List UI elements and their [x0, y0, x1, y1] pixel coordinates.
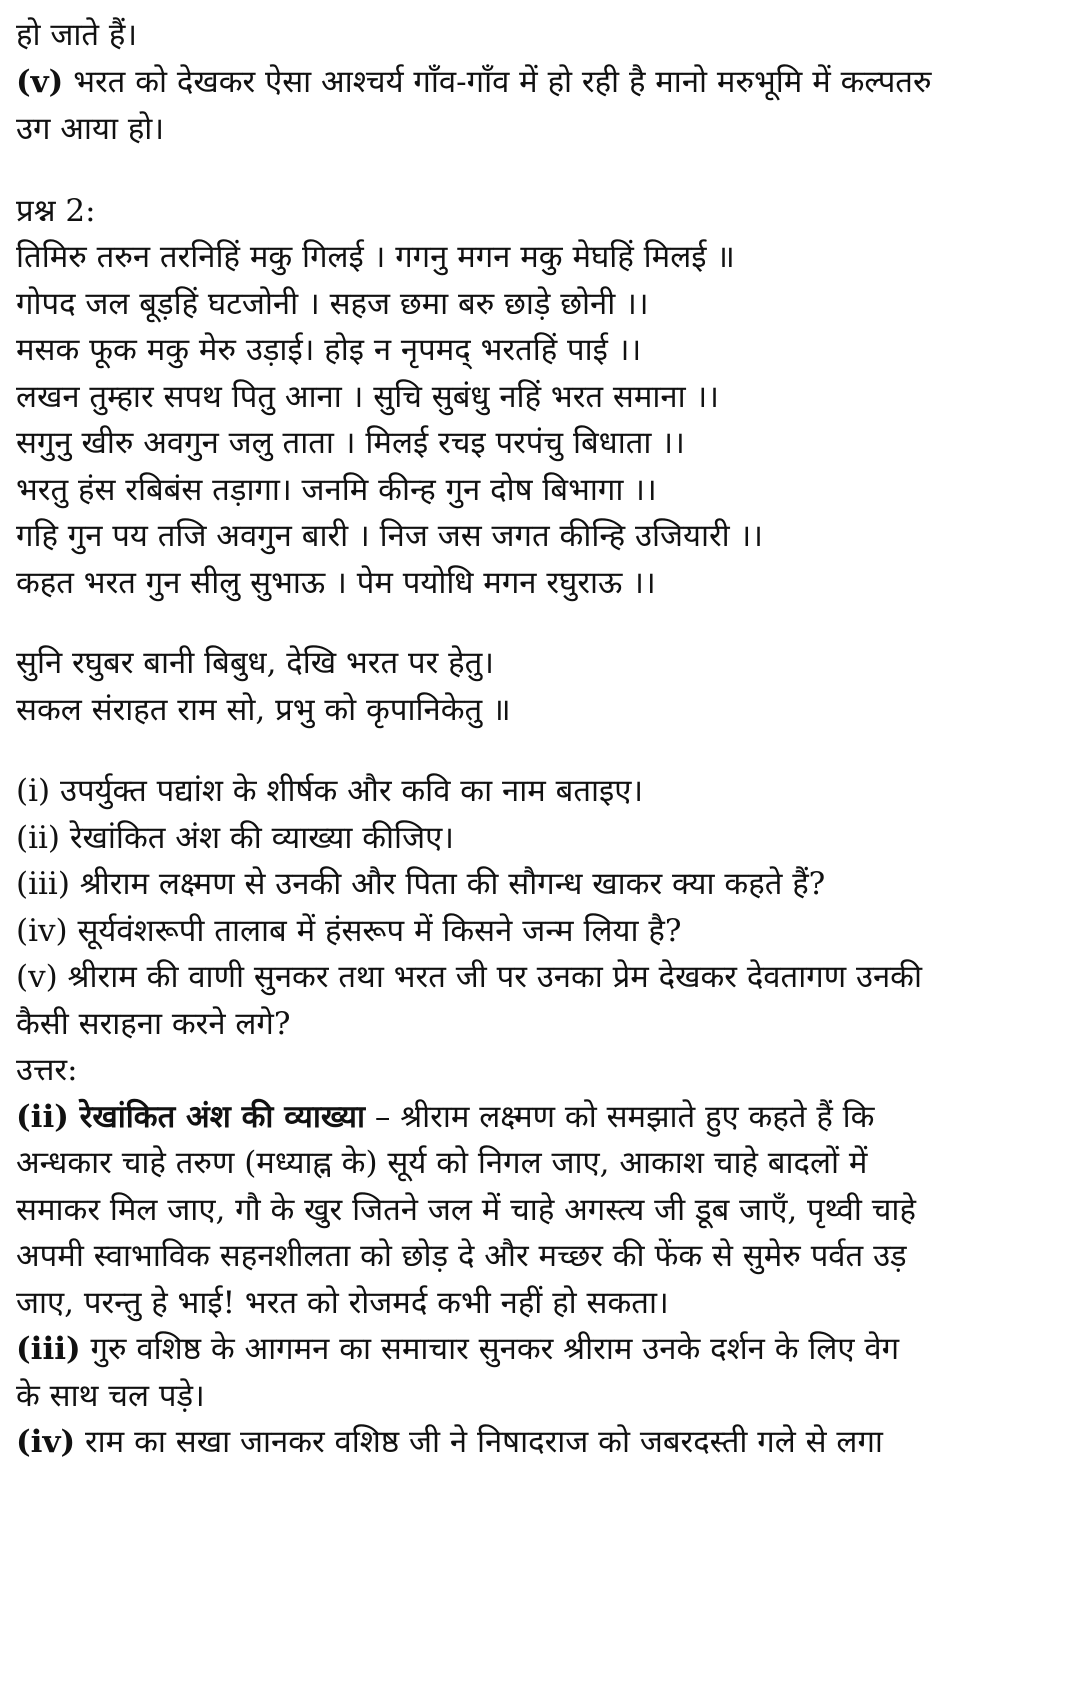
- verse-line: गहि गुन पय तजि अवगुन बारी । निज जस जगत कीन्हि उजियारी ।।: [16, 518, 764, 554]
- answer-ii-cont: जाए, परन्तु हे भाई! भरत को रोजमर्द कभी नहीं हो सकता।: [16, 1285, 669, 1321]
- doha-line: सुनि रघुबर बानी बिबुध, देखि भरत पर हेतु।: [16, 645, 495, 681]
- verse-line: कहत भरत गुन सीलु सुभाऊ । पेम पयोधि मगन रघुराऊ ।।: [16, 565, 656, 601]
- answer-text: भरत को देखकर ऐसा आश्चर्य गाँव-गाँव में हो रही है मानो मरुभूमि में कल्पतरु: [63, 64, 932, 100]
- verse-line: भरतु हंस रबिबंस तड़ागा। जनमि कीन्ह गुन दोष बिभागा ।।: [16, 472, 657, 508]
- answer-ii: [16, 1094, 1068, 1140]
- prev-answer-v: [16, 59, 1068, 105]
- answer-ii-cont: अपमी स्वाभाविक सहनशीलता को छोड़ दे और मच्छर की फेंक से सुमेरु पर्वत उड़: [16, 1238, 907, 1274]
- answer-text: राम का सखा जानकर वशिष्ठ जी ने निषादराज को जबरदस्ती गले से लगा: [75, 1424, 883, 1460]
- verse-line: सगुनु खीरु अवगुन जलु ताता । मिलई रचइ परपंचु बिधाता ।।: [16, 425, 685, 461]
- subquestion: (iv) सूर्यवंशरूपी तालाब में हंसरूप में किसने जन्म लिया है?: [16, 913, 682, 949]
- subquestion: (iii) श्रीराम लक्ष्मण से उनकी और पिता की सौगन्ध खाकर क्या कहते हैं?: [16, 866, 826, 902]
- answer-label-ii: (ii) रेखांकित अंश की व्याख्या: [16, 1099, 365, 1135]
- verse-line: लखन तुम्हार सपथ पितु आना । सुचि सुबंधु नहिं भरत समाना ।।: [16, 379, 720, 415]
- answer-ii-cont: अन्धकार चाहे तरुण (मध्याह्न के) सूर्य को निगल जाए, आकाश चाहे बादलों में: [16, 1145, 868, 1181]
- question-heading: प्रश्न 2:: [16, 193, 96, 229]
- verse-line: तिमिरु तरुन तरनिहिं मकु गिलई । गगनु मगन मकु मेघहिं मिलई ॥: [16, 239, 735, 275]
- answer-label-v: (v): [16, 64, 64, 100]
- prev-answer-tail: हो जाते हैं।: [16, 17, 138, 53]
- verse-line: गोपद जल बूड़हिं घटजोनी । सहज छमा बरु छाड़े छोनी ।।: [16, 286, 649, 322]
- answer-heading: उत्तर:: [16, 1052, 78, 1088]
- prev-answer-v-cont: उग आया हो।: [16, 111, 165, 147]
- answer-ii-cont: समाकर मिल जाए, गौ के खुर जितने जल में चाहे अगस्त्य जी डूब जाएँ, पृथ्वी चाहे: [16, 1192, 916, 1228]
- answer-iv: [16, 1419, 1068, 1465]
- answer-label-iv: (iv): [16, 1424, 76, 1460]
- subquestion: (i) उपर्युक्त पद्यांश के शीर्षक और कवि का नाम बताइए।: [16, 773, 644, 809]
- verse-line: मसक फूक मकु मेरु उड़ाई। होइ न नृपमद् भरतहिं पाई ।।: [16, 332, 642, 368]
- answer-iii: [16, 1326, 1068, 1372]
- answer-iii-cont: के साथ चल पड़े।: [16, 1378, 205, 1414]
- doha-line: सकल संराहत राम सो, प्रभु को कृपानिकेतु ॥: [16, 692, 511, 728]
- subquestion: कैसी सराहना करने लगे?: [16, 1006, 291, 1042]
- subquestion: (ii) रेखांकित अंश की व्याख्या कीजिए।: [16, 820, 454, 856]
- subquestion: (v) श्रीराम की वाणी सुनकर तथा भरत जी पर उनका प्रेम देखकर देवतागण उनकी: [16, 959, 922, 995]
- answer-label-iii: (iii): [16, 1331, 81, 1367]
- answer-text: – श्रीराम लक्ष्मण को समझाते हुए कहते हैं कि: [365, 1099, 875, 1135]
- answer-text: गुरु वशिष्ठ के आगमन का समाचार सुनकर श्रीराम उनके दर्शन के लिए वेग: [80, 1331, 900, 1367]
